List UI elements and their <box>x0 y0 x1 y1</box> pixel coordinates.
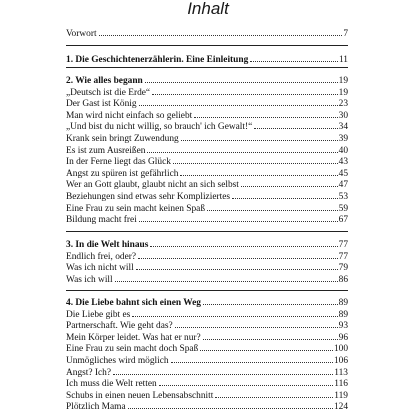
toc-entry[interactable] <box>66 215 348 227</box>
toc-section <box>66 29 348 41</box>
toc-page-number: 124 <box>333 402 348 413</box>
toc-entry-label: Plötzlich Mama <box>66 402 126 413</box>
toc-entry[interactable] <box>66 88 348 100</box>
toc-entry-label: Partnerschaft. Wie geht das? <box>66 321 173 332</box>
dot-leader <box>152 94 338 95</box>
toc-entry-label: Krank sein bringt Zuwendung <box>66 133 179 144</box>
toc-entry-label: Unmögliches wird möglich <box>66 355 169 366</box>
toc-entry-label: 1. Die Geschichtenerzählerin. Eine Einleitung <box>66 55 249 65</box>
toc-page-number: 119 <box>334 390 348 401</box>
dot-leader <box>128 408 333 409</box>
dot-leader <box>171 362 333 363</box>
toc-page-number: 89 <box>338 298 348 308</box>
toc-entry[interactable] <box>66 169 348 181</box>
toc-entry[interactable] <box>66 180 348 192</box>
toc-entry[interactable] <box>66 134 348 146</box>
toc-page-number: 106 <box>333 355 348 366</box>
toc-entry[interactable] <box>66 29 348 41</box>
dot-leader <box>138 258 338 259</box>
toc-entry-label: Die Liebe gibt es <box>66 309 131 320</box>
toc-entry[interactable] <box>66 252 348 264</box>
toc-page-number: 89 <box>338 309 348 320</box>
dot-leader <box>250 61 338 62</box>
toc-page-number: 43 <box>338 157 348 168</box>
toc-page-number: 39 <box>338 133 348 144</box>
toc-section <box>66 240 348 286</box>
dot-leader <box>159 385 334 386</box>
toc-entry-label: 2. Wie alles begann <box>66 76 143 86</box>
toc-entry-label: Man wird nicht einfach so geliebt <box>66 110 193 121</box>
toc-entry-label: Eine Frau zu sein macht keinen Spaß <box>66 203 206 214</box>
toc-entry[interactable] <box>66 192 348 204</box>
page-title: Inhalt <box>187 0 229 18</box>
toc-entry[interactable] <box>66 321 348 333</box>
toc-entry[interactable] <box>66 333 348 345</box>
dot-leader <box>203 339 338 340</box>
toc-page-number: 93 <box>338 321 348 332</box>
dot-leader <box>150 246 337 247</box>
toc-page-number: 23 <box>338 99 348 110</box>
toc-chapter-entry[interactable] <box>66 298 348 310</box>
toc-page-number: 11 <box>338 55 348 65</box>
toc-page-number: 86 <box>338 274 348 285</box>
toc-entry-label: Vorwort <box>66 29 97 39</box>
dot-leader <box>194 117 337 118</box>
toc-page-number: 77 <box>338 240 348 250</box>
toc-entry[interactable] <box>66 402 348 414</box>
toc-section <box>66 55 348 67</box>
toc-page-number: 19 <box>338 87 348 98</box>
toc-entry[interactable] <box>66 391 348 403</box>
toc-entry-label: Wer an Gott glaubt, glaubt nicht an sich selbst <box>66 180 239 191</box>
toc-entry-label: Beziehungen sind etwas sehr Kompliziertes <box>66 191 231 202</box>
dot-leader <box>180 175 337 176</box>
toc-entry-label: Der Gast ist König <box>66 99 137 110</box>
dot-leader <box>207 210 338 211</box>
section-divider <box>66 67 348 68</box>
dot-leader <box>181 140 338 141</box>
dot-leader <box>200 350 333 351</box>
dot-leader <box>99 35 343 36</box>
dot-leader <box>173 163 338 164</box>
section-divider <box>66 290 348 291</box>
toc-page-number: 7 <box>343 29 348 39</box>
dot-leader <box>232 198 338 199</box>
toc-page-number: 40 <box>338 145 348 156</box>
toc-entry-label: In der Ferne liegt das Glück <box>66 157 171 168</box>
toc-entry[interactable] <box>66 263 348 275</box>
dot-leader <box>132 316 337 317</box>
toc-entry-label: Was ich will <box>66 274 113 285</box>
toc-section <box>66 298 348 414</box>
toc-entry[interactable] <box>66 99 348 111</box>
toc-entry[interactable] <box>66 344 348 356</box>
toc-entry[interactable] <box>66 111 348 123</box>
toc-entry-label: Bildung macht frei <box>66 215 137 226</box>
toc-page-number: 30 <box>338 110 348 121</box>
dot-leader <box>241 186 338 187</box>
toc-entry-label: „Deutsch ist die Erde“ <box>66 87 151 98</box>
toc-entry-label: 4. Die Liebe bahnt sich einen Weg <box>66 298 201 308</box>
dot-leader <box>139 221 338 222</box>
toc-page-number: 47 <box>338 180 348 191</box>
toc-entry[interactable] <box>66 379 348 391</box>
toc-page-number: 113 <box>334 367 348 378</box>
toc-entry[interactable] <box>66 146 348 158</box>
dot-leader <box>136 269 338 270</box>
dot-leader <box>115 281 338 282</box>
toc-entry-label: Es ist zum Ausreißen <box>66 145 146 156</box>
section-divider <box>66 231 348 232</box>
dot-leader <box>145 82 338 83</box>
dot-leader <box>147 152 337 153</box>
toc-entry[interactable] <box>66 356 348 368</box>
toc-entry[interactable] <box>66 368 348 380</box>
toc-entry[interactable] <box>66 275 348 287</box>
toc-page-number: 67 <box>338 215 348 226</box>
toc-section <box>66 76 348 227</box>
toc-page-number: 116 <box>334 379 348 390</box>
toc-entry-label: „Und bist du nicht willig, so brauch' ich Gewalt!“ <box>66 122 253 133</box>
dot-leader <box>254 128 337 129</box>
toc-page-number: 19 <box>338 76 348 86</box>
dot-leader <box>139 105 338 106</box>
toc-chapter-entry[interactable] <box>66 55 348 67</box>
toc-entry[interactable] <box>66 310 348 322</box>
toc-page-number: 34 <box>338 122 348 133</box>
toc-entry[interactable] <box>66 122 348 134</box>
toc-entry-label: Ich muss die Welt retten <box>66 379 157 390</box>
toc-page-number: 96 <box>338 332 348 343</box>
dot-leader <box>175 327 338 328</box>
section-divider <box>66 45 348 46</box>
dot-leader <box>113 374 333 375</box>
toc-entry-label: Was ich nicht will <box>66 263 134 274</box>
toc-page-number: 100 <box>333 344 348 355</box>
toc-chapter-entry[interactable] <box>66 76 348 88</box>
toc-chapter-entry[interactable] <box>66 240 348 252</box>
toc-page-number: 79 <box>338 263 348 274</box>
toc-page-number: 59 <box>338 203 348 214</box>
toc-entry[interactable] <box>66 204 348 216</box>
toc-entry-label: Angst zu spüren ist gefährlich <box>66 168 179 179</box>
toc-entry-label: Eine Frau zu sein macht doch Spaß <box>66 344 199 355</box>
toc-entry[interactable] <box>66 157 348 169</box>
toc-entry-label: 3. In die Welt hinaus <box>66 240 149 250</box>
toc-entry-label: Endlich frei, oder? <box>66 251 137 262</box>
toc-entry-label: Mein Körper leidet. Was hat er nur? <box>66 332 201 343</box>
toc-page-number: 53 <box>338 191 348 202</box>
toc-page-number: 45 <box>338 168 348 179</box>
toc-entry-label: Schubs in einen neuen Lebensabschnitt <box>66 390 214 401</box>
toc-page-number: 77 <box>338 251 348 262</box>
toc-entry-label: Angst? Ich? <box>66 367 112 378</box>
dot-leader <box>215 397 333 398</box>
dot-leader <box>203 304 338 305</box>
